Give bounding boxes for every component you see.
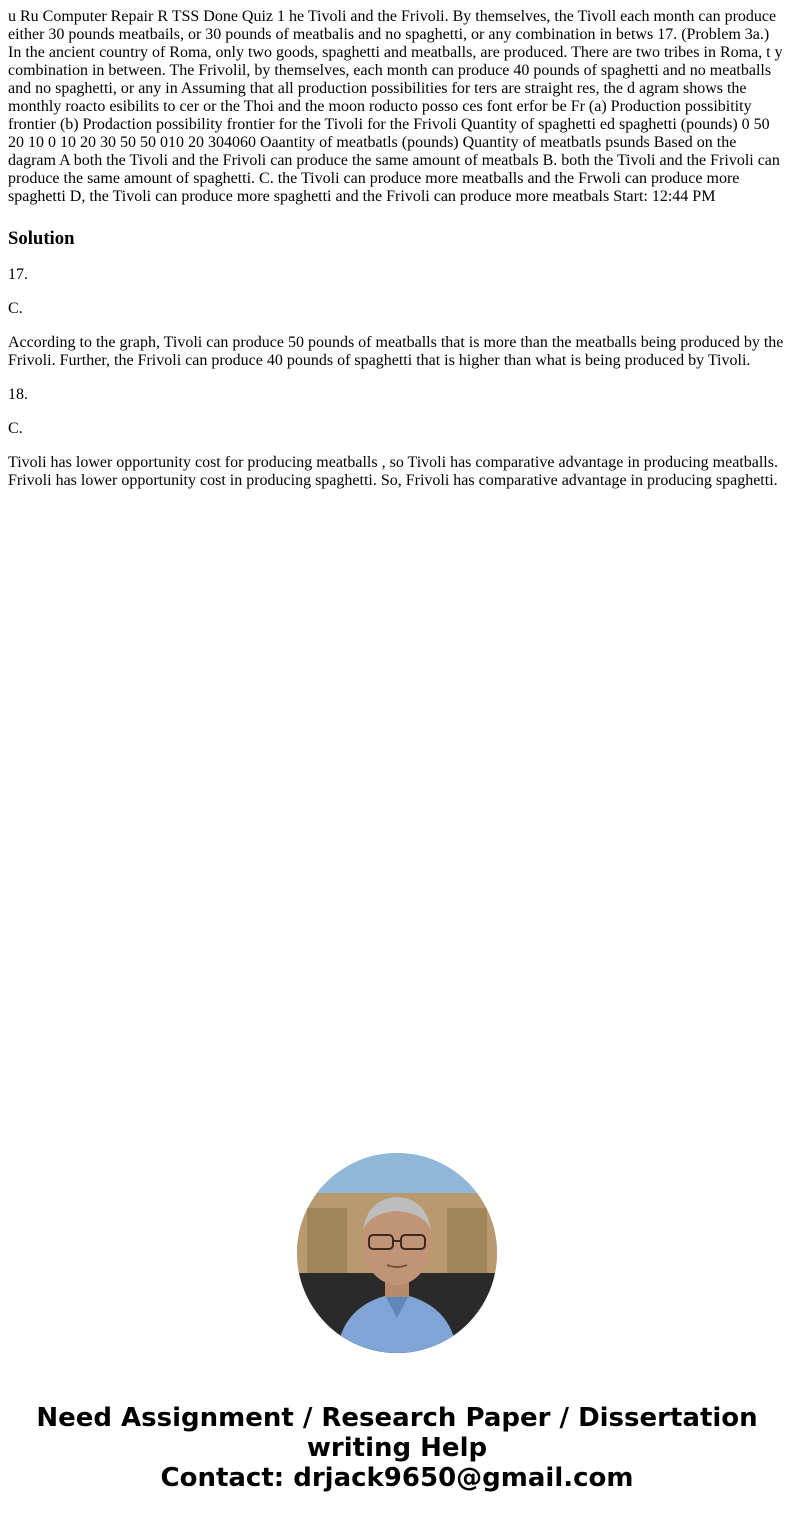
q18-number: 18. xyxy=(8,386,28,403)
document-content xyxy=(0,0,794,490)
promo-banner xyxy=(0,1403,794,1493)
author-avatar xyxy=(297,1153,497,1353)
author-footer xyxy=(0,1153,794,1353)
promo-line-2: writing Help xyxy=(306,1433,488,1463)
author-portrait-image xyxy=(297,1153,497,1353)
q17-answer: C. xyxy=(8,300,23,317)
promo-line-1: Need Assignment / Research Paper / Dissertation xyxy=(36,1403,758,1433)
question-text: u Ru Computer Repair R TSS Done Quiz 1 he Tivoli and the Frivoli. By themselves, the Tivoll each month can produce either 30 pounds meatbails, or 30 pounds of meatbalis and no spaghetti, or any combination in betws 17. (Problem 3a.) In the ancient country of Roma, only two goods, spaghetti and meatballs, are produced. There are two tribes in Roma, t y combination in between. The Frivolil, by themselves, each month can produce 40 pounds of spaghetti and no meatballs and no spaghetti, or any in Assuming that all production possibilities for ters are straight res, the d agram shows the monthly roacto esibilits to cer or the Thoi and the moon roducto posso ces font erfor be Fr (a) Production possibitity frontier (b) Prodaction possibility frontier for the Tivoli for the Frivoli Quantity of spaghetti ed spaghetti (pounds) 0 50 20 10 0 10 20 30 50 50 010 20 304060 Oaantity of meatbatls (pounds) Quantity of meatbatls psunds Based on the dagram A both the Tivoli and the Frivoli can produce the same amount of meatbals B. both the Tivoli and the Frivoli can produce the same amount of spaghetti. C. the Tivoli can produce more meatballs and the Frwoli can produce more spaghetti D, the Tivoli can produce more spaghetti and the Frivoli can produce more meatbals Start: 12:44 PM xyxy=(8,8,783,205)
promo-contact: Contact: drjack9650@gmail.com xyxy=(160,1463,634,1493)
q17-explanation: According to the graph, Tivoli can produce 50 pounds of meatballs that is more than the meatballs being produced by the Frivoli. Further, the Frivoli can produce 40 pounds of spaghetti that is higher than what is being produced by Tivoli. xyxy=(8,334,784,369)
solution-heading: Solution xyxy=(8,228,75,249)
q17-number: 17. xyxy=(8,266,28,283)
q18-answer: C. xyxy=(8,420,23,437)
q18-explanation: Tivoli has lower opportunity cost for producing meatballs , so Tivoli has comparative advantage in producing meatballs. Frivoli has lower opportunity cost in producing spaghetti. So, Frivoli has comparative advantage in producing spaghetti. xyxy=(8,454,778,489)
